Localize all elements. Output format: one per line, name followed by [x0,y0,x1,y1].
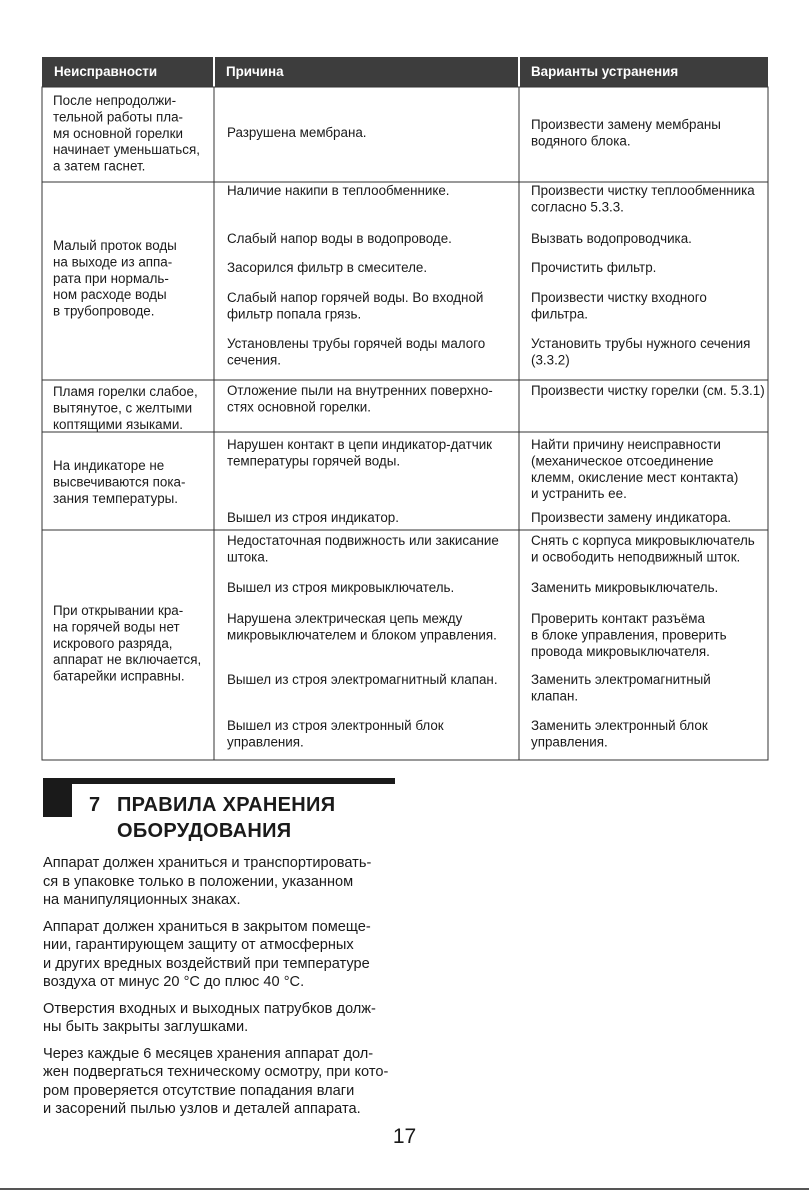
text-line: На индикаторе не [53,458,165,473]
text-line: сечения. [227,352,281,368]
text-line: Вышел из строя электронный блок [227,718,444,733]
text-line: в блоке управления, проверить [531,627,727,643]
text-line: Заменить электронный блок [531,718,708,733]
cause-cell [227,260,427,275]
text-line: и устранить ее. [531,486,627,502]
section-rule [43,778,395,784]
cause-cell [227,580,454,595]
fix-cell [531,580,718,595]
cause-cell [227,383,493,414]
section-title: ПРАВИЛА ХРАНЕНИЯ ОБОРУДОВАНИЯ [117,794,336,842]
text-line: Наличие накипи в теплообменнике. [227,183,450,198]
text-line: ном расходе воды [53,287,167,303]
text-line: начинает уменьшаться, [53,142,200,158]
text-line: Проверить контакт разъёма [531,611,705,626]
cause-cell [227,231,452,246]
text-line: Вышел из строя микровыключатель. [227,580,455,595]
text-line: Установлены трубы горячей воды малого [227,336,486,351]
fault-cell [53,93,200,174]
text-line: Снять с корпуса микровыключатель [531,533,755,548]
text-line: высвечиваются пока- [53,474,186,490]
fault-cell [53,458,185,506]
fix-cell [531,672,711,703]
table-header-cell: Неисправности [54,64,158,79]
text-line: Вышел из строя электромагнитный клапан. [227,672,498,687]
text-line: штока. [227,549,269,565]
text-line: провода микровыключателя. [531,643,710,659]
text-line: Заменить электромагнитный [531,672,711,687]
text-line: фильтра. [531,306,588,322]
text-line: фильтр попала грязь. [227,306,362,322]
fault-cell [53,384,198,432]
paragraph: Аппарат должен храниться в закрытом помеще- нии, гарантирующем защиту от атмосферных и других вредных воздействий при температуре воздуха от минус 20 °С до плюс 40 °С. [43,918,371,990]
text-line: При открывании кра- [53,603,184,618]
text-line: температуры горячей воды. [227,453,401,469]
text-line: Вышел из строя индикатор. [227,510,399,525]
cause-cell [227,336,485,367]
fix-cell [531,510,731,525]
text-line: а затем гаснет. [53,158,146,174]
cause-cell [227,510,399,525]
text-line: Установить трубы нужного сечения [531,336,751,351]
text-line: Произвести чистку горелки (см. 5.3.1) [531,383,765,398]
page-number: 17 [392,1125,417,1148]
text-line: Вызвать водопроводчика. [531,231,692,246]
table-header-cell: Причина [226,64,284,79]
text-line: Разрушена мембрана. [227,125,367,140]
paragraph: Через каждые 6 месяцев хранения аппарат дол- жен подвергаться техническому осмотру, при кото- ром проверяется отсутствие попадания влаги и засорений пылью узлов и деталей аппарата. [43,1045,389,1117]
cause-cell [227,611,497,642]
text-line: мя основной горелки [53,125,183,141]
section-number: 7 [89,794,101,816]
text-line: Произвести чистку теплообменника [531,183,755,198]
cause-cell [227,125,367,140]
text-line: клемм, окисление мест контакта) [531,469,739,485]
text-line: водяного блока. [531,133,631,149]
cause-cell [227,437,492,468]
fault-cell [53,603,201,684]
text-line: аппарат не включается, [53,652,202,668]
text-line: согласно 5.3.3. [531,199,624,215]
text-line: тельной работы пла- [53,109,183,125]
cause-cell [227,718,444,749]
text-line: в трубопроводе. [53,303,155,319]
table-header-cell: Варианты устранения [531,64,679,79]
text-line: Заменить микровыключатель. [531,580,719,595]
paragraph: Аппарат должен храниться и транспортировать- ся в упаковке только в положении, указанном на манипуляционных знаках. [43,855,372,908]
paragraph: Отверстия входных и выходных патрубков долж- ны быть закрыты заглушками. [43,1000,376,1035]
text-line: клапан. [531,688,579,704]
text-line: Засорился фильтр в смесителе. [227,260,428,275]
fix-cell [531,336,750,367]
cause-cell [227,672,498,687]
text-line: зания температуры. [53,490,178,506]
cause-cell [227,290,483,321]
text-line: батарейки исправны. [53,668,185,684]
fix-cell [531,117,721,148]
text-line: Прочистить фильтр. [531,260,657,275]
fix-cell [531,260,656,275]
text-line: Найти причину неисправности [531,437,721,452]
text-line: Слабый напор воды в водопроводе. [227,231,452,246]
text-line: вытянутое, с желтыми [53,400,193,416]
text-line: и освободить неподвижный шток. [531,549,741,565]
text-line: рата при нормаль- [53,270,169,286]
fix-cell [531,718,708,749]
text-line: Нарушен контакт в цепи индикатор-датчик [227,437,493,452]
section-body [43,854,398,1127]
text-line: Отложение пыли на внутренних поверхно- [227,383,493,398]
fix-cell [531,183,755,214]
text-line: Пламя горелки слабое, [53,384,198,399]
fix-cell [531,437,738,501]
text-line: коптящими языками. [53,416,184,432]
text-line: стях основной горелки. [227,399,371,415]
fix-cell [531,533,755,564]
text-line: (3.3.2) [531,352,570,368]
bottom-rule [0,1188,809,1190]
fix-cell [531,231,692,246]
text-line: искрового разряда, [53,635,173,651]
text-line: управления. [227,734,304,750]
fix-cell [531,383,765,398]
text-line: Произвести замену мембраны [531,117,721,132]
section-marker [43,778,72,817]
text-line: управления. [531,734,608,750]
text-line: После непродолжи- [53,93,177,108]
text-line: (механическое отсоединение [531,453,714,469]
fault-cell [53,238,177,319]
text-line: на выходе из аппа- [53,254,173,270]
text-line: микровыключателем и блоком управления. [227,627,497,643]
text-line: Произвести замену индикатора. [531,510,732,525]
fix-cell [531,290,707,321]
text-line: Произвести чистку входного [531,290,707,305]
text-line: Малый проток воды [53,238,177,253]
cause-cell [227,183,450,198]
text-line: Недостаточная подвижность или закисание [227,533,499,548]
text-line: Нарушена электрическая цепь между [227,611,463,626]
fix-cell [531,611,727,659]
cause-cell [227,533,499,564]
text-line: на горячей воды нет [53,619,180,635]
text-line: Слабый напор горячей воды. Во входной [227,290,484,305]
